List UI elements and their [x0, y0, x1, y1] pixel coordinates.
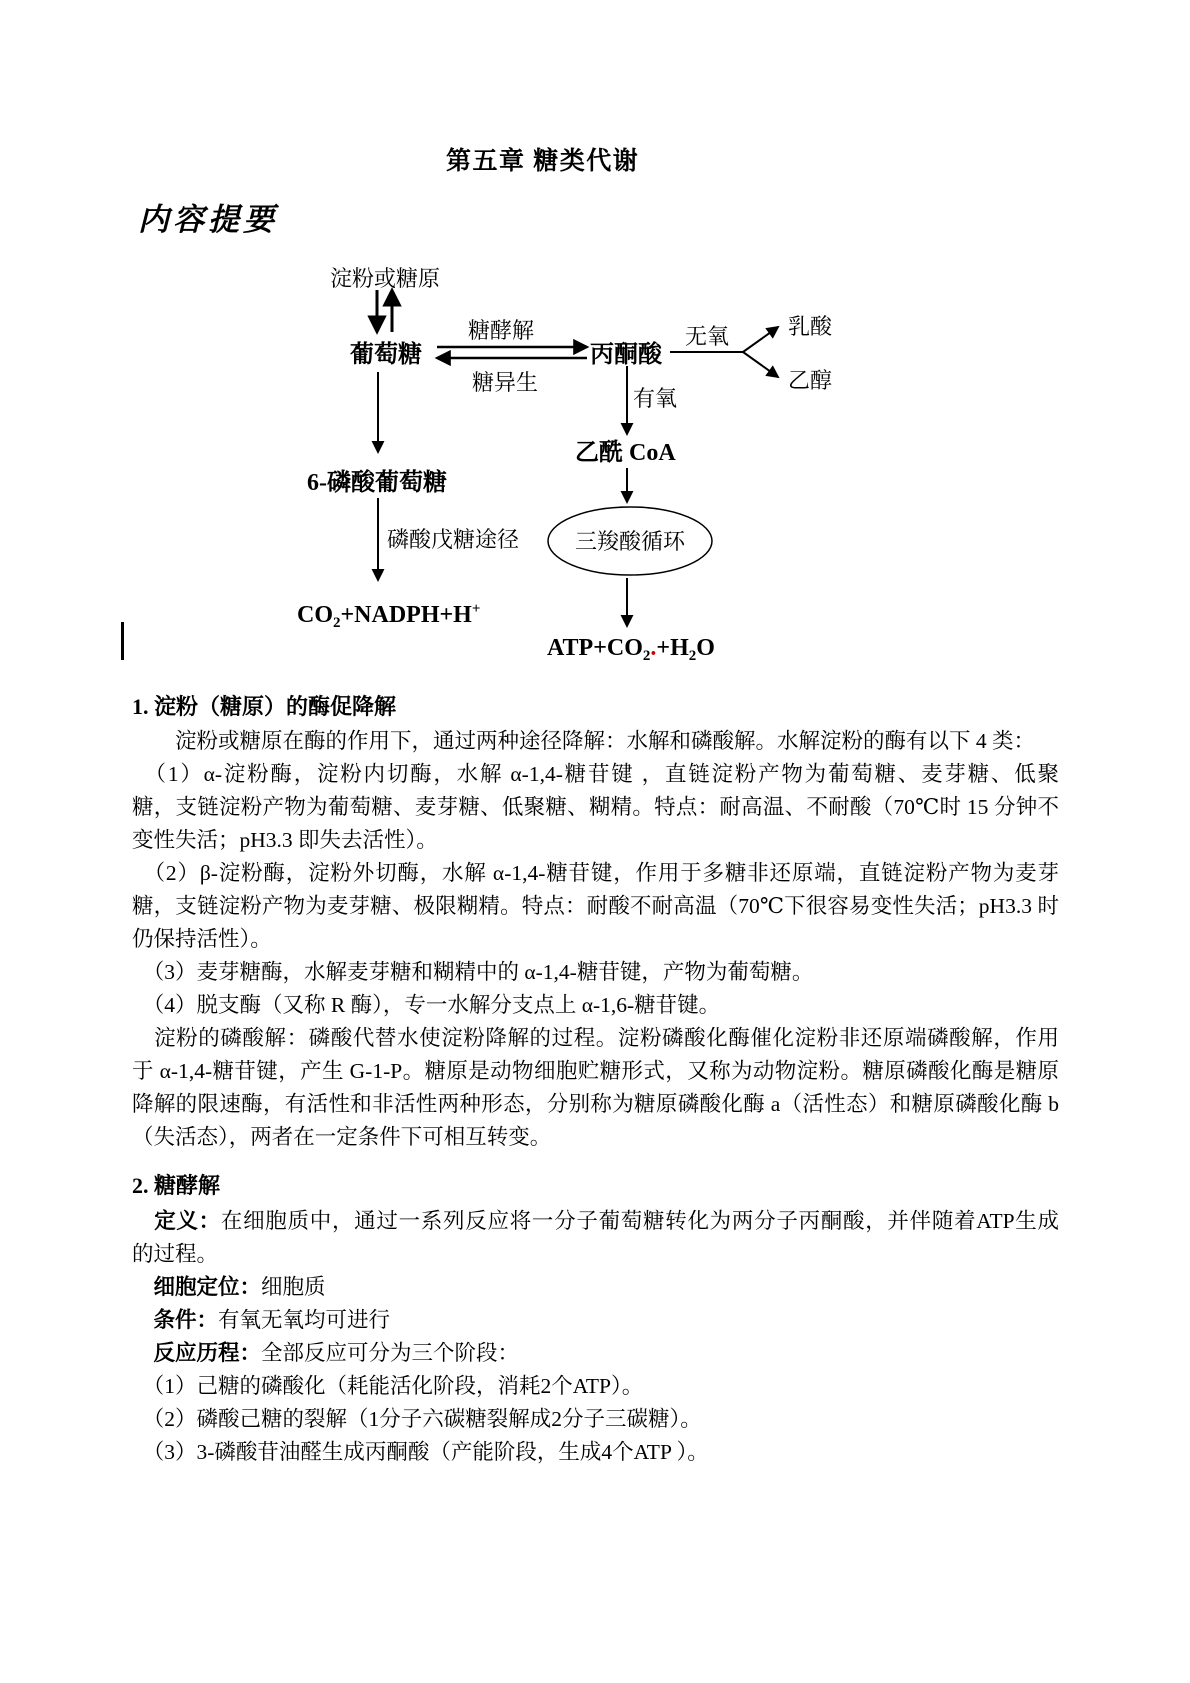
text-line: （3）3-磷酸苷油醛生成丙酮酸（产能阶段，生成4个ATP ）。	[132, 1440, 709, 1464]
text-line: （3）麦芽糖酶，水解麦芽糖和糊精中的 α-1,4-糖苷键，产物为葡萄糖。	[132, 960, 814, 984]
text-line: （1）α-淀粉酶，淀粉内切酶，水解 α-1,4-糖苷键 ，直链淀粉产物为葡萄糖、麦芽糖、低聚	[132, 762, 1059, 786]
formula-atp-co2-h2o: $ATP+CO_2.+H_2O$	[547, 635, 715, 664]
arrow-to-ethanol	[743, 352, 778, 377]
node-pyruvate: 丙酮酸	[590, 342, 662, 368]
metabolism-pathway-diagram	[120, 250, 900, 670]
text-line: 细胞定位：细胞质	[132, 1275, 326, 1299]
page-title: 第五章 糖类代谢	[446, 148, 640, 175]
section1-heading: 1. 淀粉（糖原）的酶促降解	[132, 694, 397, 719]
text-line: 糖，支链淀粉产物为葡萄糖、麦芽糖、低聚糖、糊精。特点：耐高温、不耐酸（70℃时 15 分钟不	[132, 795, 1059, 819]
text-line: 反应历程：全部反应可分为三个阶段：	[132, 1341, 520, 1365]
line-label: 定义：	[132, 1209, 221, 1233]
label-aerobic: 有氧	[633, 386, 678, 411]
section2-paragraphs	[132, 1205, 1059, 1469]
node-lactate: 乳酸	[788, 314, 833, 339]
red-mark: .	[650, 635, 657, 661]
arrow-to-lactate	[743, 327, 778, 352]
text-line: 仍保持活性）。	[132, 927, 272, 951]
text-line: 降解的限速酶，有活性和非活性两种形态，分别称为糖原磷酸化酶 a（活性态）和糖原磷酸化酶 b	[132, 1092, 1059, 1116]
section1-paragraphs	[132, 725, 1059, 1154]
text-line: 淀粉的磷酸解：磷酸代替水使淀粉降解的过程。淀粉磷酸化酶催化淀粉非还原端磷酸解，作用	[132, 1026, 1059, 1050]
text-line: 糖，支链淀粉产物为麦芽糖、极限糊精。特点：耐酸不耐高温（70℃下很容易变性失活；pH3.3 时	[132, 894, 1059, 918]
text-line: （1）己糖的磷酸化（耗能活化阶段，消耗2个ATP）。	[132, 1374, 644, 1398]
label-gluconeogenesis: 糖异生	[472, 370, 539, 395]
formula-co2-nadph: $CO_2+NADPH+H^+$	[297, 601, 481, 631]
line-label: 反应历程：	[132, 1341, 262, 1365]
node-glucose: 葡萄糖	[350, 342, 422, 368]
text-line: （失活态），两者在一定条件下可相互转变。	[132, 1125, 552, 1149]
body-text	[132, 690, 1059, 1469]
text-line: 于 α-1,4-糖苷键，产生 G-1-P。糖原是动物细胞贮糖形式，又称为动物淀粉。糖原磷酸化酶是糖原	[132, 1059, 1059, 1083]
text-line: （2）磷酸己糖的裂解（1分子六碳糖裂解成2分子三碳糖）。	[132, 1407, 702, 1431]
node-glucose-6-phosphate: 6-磷酸葡萄糖	[307, 470, 447, 496]
node-acetyl-coa: 乙酰 CoA	[575, 440, 676, 466]
text-line: 的过程。	[132, 1242, 219, 1266]
line-label: 条件：	[132, 1308, 219, 1332]
node-tca-cycle: 三羧酸循环	[575, 529, 686, 554]
text-line: 变性失活；pH3.3 即失去活性）。	[132, 828, 438, 852]
text-line: 条件：有氧无氧均可进行	[132, 1308, 391, 1332]
line-label: 细胞定位：	[132, 1275, 262, 1299]
section-subtitle: 内容提要	[138, 202, 278, 237]
section2-heading: 2. 糖酵解	[132, 1173, 221, 1198]
text-line: （2）β-淀粉酶，淀粉外切酶，水解 α-1,4-糖苷键，作用于多糖非还原端，直链淀粉产物为麦芽	[132, 861, 1059, 885]
text-line: 淀粉或糖原在酶的作用下，通过两种途径降解：水解和磷酸解。水解淀粉的酶有以下 4 类：	[132, 729, 1036, 753]
text-line: （4）脱支酶（又称 R 酶），专一水解分支点上 α-1,6-糖苷键。	[132, 993, 721, 1017]
text-line: 定义：在细胞质中，通过一系列反应将一分子葡萄糖转化为两分子丙酮酸，并伴随着ATP生成	[132, 1209, 1059, 1233]
change-bar	[121, 622, 124, 660]
node-ethanol: 乙醇	[788, 368, 833, 393]
label-pentose-phosphate-pathway: 磷酸戊糖途径	[387, 527, 520, 552]
label-anaerobic: 无氧	[685, 324, 730, 349]
node-starch-glycogen: 淀粉或糖原	[330, 266, 441, 291]
label-glycolysis: 糖酵解	[468, 318, 535, 343]
